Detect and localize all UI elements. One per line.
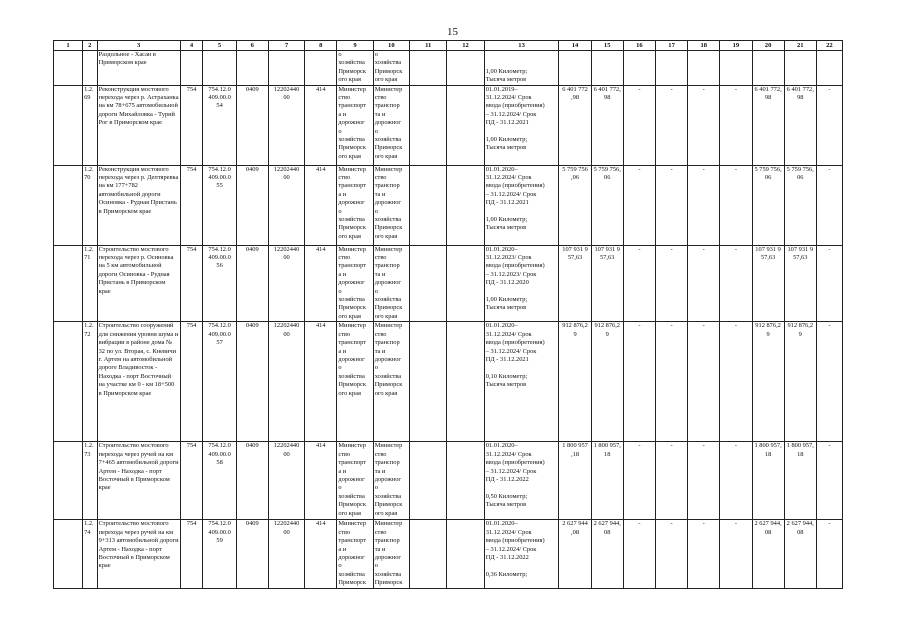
cell-c6 <box>236 51 268 86</box>
cell-c11 <box>410 442 447 520</box>
column-header-18: 18 <box>688 41 720 51</box>
cell-c21: 912 876,2 9 <box>784 322 816 442</box>
cell-c8: 414 <box>305 165 337 245</box>
cell-c8: 414 <box>305 520 337 588</box>
cell-c9: Министер ство транспорт а и дорожног о хозяйства Приморск ого края <box>337 85 373 165</box>
cell-c12 <box>447 442 484 520</box>
cell-c9: Министер ство транспорт а и дорожног о хозяйства Приморск <box>337 520 373 588</box>
cell-c10: Министер ство транспор та и дорожног о хозяйства Приморск ого края <box>373 85 409 165</box>
cell-c10: Министер ство транспор та и дорожног о хозяйства Приморск ого края <box>373 245 409 322</box>
cell-c11 <box>410 245 447 322</box>
cell-c20: 1 800 957, 18 <box>752 442 784 520</box>
cell-n: 1.2.73 <box>83 442 98 520</box>
column-header-8: 8 <box>305 41 337 51</box>
cell-c16: - <box>623 520 655 588</box>
cell-c12 <box>447 322 484 442</box>
cell-c22 <box>816 51 842 86</box>
column-header-20: 20 <box>752 41 784 51</box>
cell-c16: - <box>623 245 655 322</box>
cell-c16: - <box>623 165 655 245</box>
budget-table <box>53 40 843 589</box>
table-header-row <box>54 41 843 51</box>
cell-c12 <box>447 165 484 245</box>
cell-c14: 2 627 944 ,08 <box>559 520 591 588</box>
cell-c4: 754 <box>180 245 203 322</box>
cell-c15: 912 876,2 9 <box>591 322 623 442</box>
cell-c15: 2 627 944, 08 <box>591 520 623 588</box>
cell-c15: 5 759 756, 06 <box>591 165 623 245</box>
table-row <box>54 245 843 322</box>
table-row <box>54 520 843 588</box>
cell-c8: 414 <box>305 322 337 442</box>
cell-c10: о хозяйства Приморск ого края <box>373 51 409 86</box>
column-header-5: 5 <box>203 41 236 51</box>
cell-c7: 12202440 00 <box>268 165 304 245</box>
cell-c4: 754 <box>180 520 203 588</box>
cell-c7: 12202440 00 <box>268 442 304 520</box>
cell-c9: Министер ство транспорт а и дорожног о хозяйства Приморск ого края <box>337 442 373 520</box>
cell-c17: - <box>655 245 687 322</box>
cell-c17 <box>655 51 687 86</box>
cell-c15: 6 401 772, 98 <box>591 85 623 165</box>
cell-c13: 01.01.2020– 31.12.2024/ Срок ввода (приобретения) – 31.12.2024/ Срок ПД - 31.12.2022 0,50 Километр; Тысяча метров <box>484 442 559 520</box>
cell-c13: 01.01.2019– 31.12.2024/ Срок ввода (приобретения) – 31.12.2024/ Срок ПД - 31.12.2021 1,00 Километр; Тысяча метров <box>484 85 559 165</box>
cell-c14: 912 876,2 9 <box>559 322 591 442</box>
cell-c14: 5 759 756 ,06 <box>559 165 591 245</box>
cell-c14: 107 931 9 57,63 <box>559 245 591 322</box>
cell-n: 1.2.71 <box>83 245 98 322</box>
cell-c20: 6 401 772, 98 <box>752 85 784 165</box>
cell-c17: - <box>655 442 687 520</box>
cell-col-1 <box>54 51 83 86</box>
cell-c19: - <box>720 245 752 322</box>
cell-col-1 <box>54 442 83 520</box>
cell-c11 <box>410 165 447 245</box>
cell-c18: - <box>688 165 720 245</box>
cell-c6: 0409 <box>236 322 268 442</box>
cell-c17: - <box>655 165 687 245</box>
cell-c13: 01.01.2020– 31.12.2024/ Срок ввода (приобретения) – 31.12.2024/ Срок ПД - 31.12.2021 1,00 Километр; Тысяча метров <box>484 165 559 245</box>
column-header-6: 6 <box>236 41 268 51</box>
table-row <box>54 322 843 442</box>
cell-c6: 0409 <box>236 245 268 322</box>
cell-c18: - <box>688 85 720 165</box>
cell-n: 1.2.72 <box>83 322 98 442</box>
cell-c15: 1 800 957, 18 <box>591 442 623 520</box>
cell-c22: - <box>816 245 842 322</box>
column-header-9: 9 <box>337 41 373 51</box>
cell-c22: - <box>816 520 842 588</box>
cell-c16 <box>623 51 655 86</box>
cell-c5: 754.12.0 409.00.0 56 <box>203 245 236 322</box>
column-header-13: 13 <box>484 41 559 51</box>
cell-c12 <box>447 520 484 588</box>
cell-n: 1.2.74 <box>83 520 98 588</box>
cell-c8: 414 <box>305 85 337 165</box>
cell-c18: - <box>688 520 720 588</box>
cell-c12 <box>447 51 484 86</box>
cell-c22: - <box>816 165 842 245</box>
column-header-4: 4 <box>180 41 203 51</box>
page-number: 15 <box>447 26 458 38</box>
cell-c11 <box>410 322 447 442</box>
cell-c16: - <box>623 442 655 520</box>
cell-c15: 107 931 9 57,63 <box>591 245 623 322</box>
cell-c20: 5 759 756, 06 <box>752 165 784 245</box>
cell-c20: 107 931 9 57,63 <box>752 245 784 322</box>
cell-col-1 <box>54 322 83 442</box>
column-header-15: 15 <box>591 41 623 51</box>
cell-c5: 754.12.0 409.00.0 54 <box>203 85 236 165</box>
column-header-3: 3 <box>97 41 180 51</box>
cell-c5: 754.12.0 409.00.0 59 <box>203 520 236 588</box>
cell-c19: - <box>720 442 752 520</box>
cell-n: 1.2.69 <box>83 85 98 165</box>
cell-c20: 912 876,2 9 <box>752 322 784 442</box>
cell-n <box>83 51 98 86</box>
cell-c6: 0409 <box>236 520 268 588</box>
cell-c7 <box>268 51 304 86</box>
cell-name: Раздольное - Хасан в Приморском крае <box>97 51 180 86</box>
cell-c9: Министер ство транспорт а и дорожног о хозяйства Приморск ого края <box>337 165 373 245</box>
cell-col-1 <box>54 520 83 588</box>
cell-c7: 12202440 00 <box>268 245 304 322</box>
column-header-12: 12 <box>447 41 484 51</box>
column-header-21: 21 <box>784 41 816 51</box>
column-header-10: 10 <box>373 41 409 51</box>
cell-c11 <box>410 51 447 86</box>
cell-c21: 5 759 756, 06 <box>784 165 816 245</box>
cell-c14 <box>559 51 591 86</box>
cell-c18: - <box>688 322 720 442</box>
cell-c18: - <box>688 245 720 322</box>
cell-c5: 754.12.0 409.00.0 58 <box>203 442 236 520</box>
column-header-19: 19 <box>720 41 752 51</box>
cell-c19: - <box>720 322 752 442</box>
column-header-2: 2 <box>83 41 98 51</box>
cell-c6: 0409 <box>236 442 268 520</box>
cell-c10: Министер ство транспор та и дорожног о хозяйства Приморск ого края <box>373 322 409 442</box>
table-row <box>54 51 843 86</box>
cell-c22: - <box>816 322 842 442</box>
cell-c21: 2 627 944, 08 <box>784 520 816 588</box>
cell-c5: 754.12.0 409.00.0 55 <box>203 165 236 245</box>
cell-c7: 12202440 00 <box>268 85 304 165</box>
cell-c17: - <box>655 322 687 442</box>
cell-c6: 0409 <box>236 85 268 165</box>
cell-c8: 414 <box>305 245 337 322</box>
cell-c14: 6 401 772 ,98 <box>559 85 591 165</box>
cell-c21 <box>784 51 816 86</box>
cell-c22: - <box>816 442 842 520</box>
column-header-17: 17 <box>655 41 687 51</box>
cell-c11 <box>410 520 447 588</box>
cell-c21: 1 800 957, 18 <box>784 442 816 520</box>
column-header-1: 1 <box>54 41 83 51</box>
cell-c13: 1,00 Километр; Тысяча метров <box>484 51 559 86</box>
cell-c4: 754 <box>180 322 203 442</box>
cell-c17: - <box>655 85 687 165</box>
cell-c14: 1 800 957 ,18 <box>559 442 591 520</box>
cell-c4: 754 <box>180 165 203 245</box>
cell-c5 <box>203 51 236 86</box>
cell-c4: 754 <box>180 85 203 165</box>
cell-c12 <box>447 245 484 322</box>
cell-c12 <box>447 85 484 165</box>
cell-c10: Министер ство транспор та и дорожног о хозяйства Приморск <box>373 520 409 588</box>
table-row <box>54 442 843 520</box>
cell-c9: о хозяйства Приморск ого края <box>337 51 373 86</box>
cell-c11 <box>410 85 447 165</box>
column-header-22: 22 <box>816 41 842 51</box>
cell-c7: 12202440 00 <box>268 520 304 588</box>
cell-c16: - <box>623 322 655 442</box>
cell-c17: - <box>655 520 687 588</box>
cell-c19: - <box>720 165 752 245</box>
cell-n: 1.2.70 <box>83 165 98 245</box>
cell-col-1 <box>54 245 83 322</box>
table-row <box>54 165 843 245</box>
cell-name: Строительство мостового перехода через ручей на км 9+313 автомобильной дороги Артем - Находка - порт Восточный в Приморском крае <box>97 520 180 588</box>
cell-c13: 01.01.2020– 31.12.2024/ Срок ввода (приобретения) – 31.12.2024/ Срок ПД - 31.12.2022 0,36 Километр; <box>484 520 559 588</box>
cell-c20 <box>752 51 784 86</box>
column-header-16: 16 <box>623 41 655 51</box>
table-row <box>54 85 843 165</box>
cell-c19: - <box>720 520 752 588</box>
cell-c10: Министер ство транспор та и дорожног о хозяйства Приморск ого края <box>373 442 409 520</box>
cell-name: Строительство сооружений для снижения уровня шума и вибрации в районе дома № 32 по ул. Вторая, с. Кневичи г. Артем на автомобильной дороге Владивосток - Находка - порт Восточный на участке км 0 - км 18+500 в Приморском крае <box>97 322 180 442</box>
cell-col-1 <box>54 85 83 165</box>
cell-c20: 2 627 944, 08 <box>752 520 784 588</box>
cell-c13: 01.01.2020– 31.12.2023/ Срок ввода (приобретения) – 31.12.2023/ Срок ПД - 31.12.2020 1,00 Километр; Тысяча метров <box>484 245 559 322</box>
cell-name: Строительство мостового перехода через р. Осиновка на 5 км автомобильной дороги Осиновка - Рудная Пристань в Приморском крае <box>97 245 180 322</box>
cell-name: Реконструкция мостового перехода через р. Астраханка на км 78+675 автомобильной дороги Михайловка - Турий Рог в Приморском крае <box>97 85 180 165</box>
column-header-14: 14 <box>559 41 591 51</box>
cell-c9: Министер ство транспорт а и дорожног о хозяйства Приморск ого края <box>337 245 373 322</box>
cell-c7: 12202440 00 <box>268 322 304 442</box>
cell-c9: Министер ство транспорт а и дорожног о хозяйства Приморск ого края <box>337 322 373 442</box>
cell-c5: 754.12.0 409.00.0 57 <box>203 322 236 442</box>
cell-c8: 414 <box>305 442 337 520</box>
cell-c15 <box>591 51 623 86</box>
cell-c13: 01.01.2020– 31.12.2024/ Срок ввода (приобретения) – 31.12.2024/ Срок ПД - 31.12.2021 0,10 Километр; Тысяча метров <box>484 322 559 442</box>
cell-name: Реконструкция мостового перехода через р. Дептяревка на км 177+782 автомобильной дороги Осиновка - Рудная Пристань в Приморском крае <box>97 165 180 245</box>
cell-c18 <box>688 51 720 86</box>
cell-c21: 6 401 772, 98 <box>784 85 816 165</box>
cell-c8 <box>305 51 337 86</box>
cell-c19: - <box>720 85 752 165</box>
column-header-11: 11 <box>410 41 447 51</box>
cell-c10: Министер ство транспор та и дорожног о хозяйства Приморск ого края <box>373 165 409 245</box>
cell-name: Строительство мостового перехода через ручей на км 7+465 автомобильной дороги Артем - Находка - порт Восточный в Приморском крае <box>97 442 180 520</box>
cell-c18: - <box>688 442 720 520</box>
cell-c19 <box>720 51 752 86</box>
cell-c4: 754 <box>180 442 203 520</box>
cell-col-1 <box>54 165 83 245</box>
cell-c21: 107 931 9 57,63 <box>784 245 816 322</box>
cell-c22: - <box>816 85 842 165</box>
cell-c16: - <box>623 85 655 165</box>
column-header-7: 7 <box>268 41 304 51</box>
cell-c4 <box>180 51 203 86</box>
cell-c6: 0409 <box>236 165 268 245</box>
